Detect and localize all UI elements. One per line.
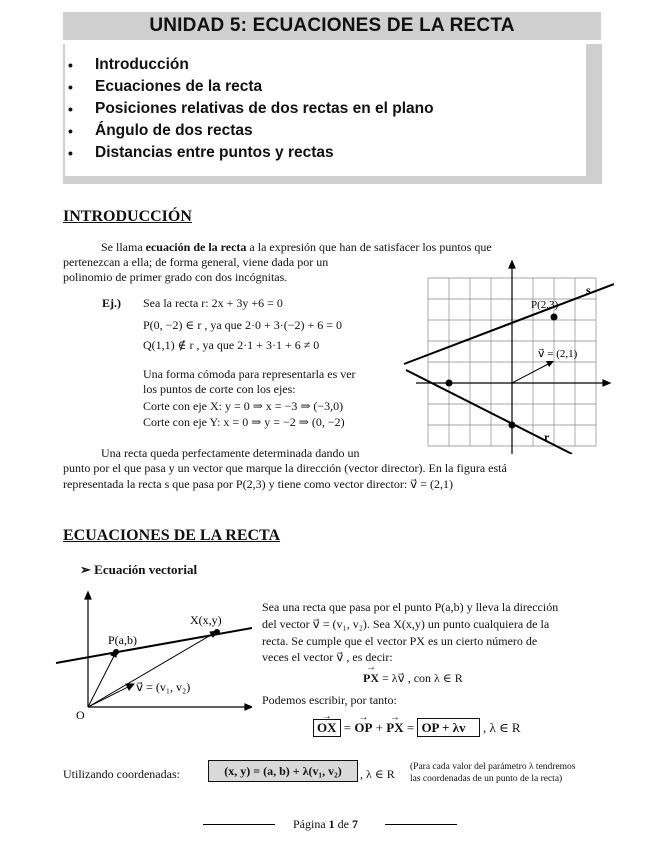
equation-ox bbox=[313, 719, 521, 737]
example-line: P(0, −2) ∈ r , ya que 2·0 + 3·(−2) + 6 = 0 bbox=[143, 318, 343, 332]
subsection-vectorial bbox=[80, 562, 197, 578]
label-o: O bbox=[76, 708, 85, 720]
note-line: (Para cada valor del parámetro λ tendremos bbox=[410, 762, 576, 772]
vector-px: → PX bbox=[363, 671, 379, 685]
lines-figure bbox=[396, 258, 614, 454]
index-item: • Distancias entre puntos y rectas bbox=[65, 142, 586, 164]
example-line: Corte con eje X: y = 0 ⇒ x = −3 ⇒ (−3,0) bbox=[143, 399, 344, 413]
index-item: • Ángulo de dos rectas bbox=[65, 120, 586, 142]
intro-line: punto por el que pasa y un vector que marque la dirección (vector director). En la figura está bbox=[63, 461, 507, 475]
section-heading-introduccion: INTRODUCCIÓN bbox=[63, 208, 192, 225]
label-v: v⃗ = (2,1) bbox=[538, 348, 578, 360]
arrow-bullet-icon: ➢ bbox=[80, 562, 95, 577]
point-x-intercept bbox=[446, 380, 453, 387]
example-label: Ej.) bbox=[102, 296, 121, 310]
label-r: r bbox=[544, 430, 550, 444]
equation-px bbox=[363, 671, 463, 685]
example-line: los puntos de corte con los ejes: bbox=[143, 382, 296, 396]
coordinates-equation: (x, y) = (a, b) + λ(v₁, v₂) bbox=[208, 760, 358, 782]
page-label: Página bbox=[293, 817, 329, 831]
footer-rule-left bbox=[203, 824, 275, 825]
eq-plus: + bbox=[372, 720, 387, 735]
parameter-note bbox=[410, 761, 576, 785]
intro-line: pertenezcan a ella; de forma general, viene dada por un bbox=[63, 255, 329, 269]
total-pages: 7 bbox=[352, 817, 358, 831]
point-p bbox=[113, 649, 119, 655]
eq-sign: = bbox=[403, 720, 418, 735]
intro-paragraph bbox=[63, 240, 602, 254]
label-v: v⃗ = (v₁, v₂) bbox=[136, 680, 191, 694]
label-p: P(a,b) bbox=[108, 633, 137, 647]
page-number bbox=[293, 817, 358, 832]
index-item: • Introducción bbox=[65, 54, 586, 76]
index-list bbox=[65, 44, 586, 164]
index-item: • Posiciones relativas de dos rectas en el plano bbox=[65, 98, 586, 120]
vectorial-line: veces el vector v⃗ , es decir: bbox=[262, 650, 393, 664]
section-heading-ecuaciones: ECUACIONES DE LA RECTA bbox=[63, 527, 281, 544]
intro-text: a la expresión que han de satisfacer los puntos que bbox=[246, 240, 492, 254]
vector-figure bbox=[52, 590, 252, 720]
unit-title: UNIDAD 5: ECUACIONES DE LA RECTA bbox=[63, 12, 601, 40]
intro-line: representada la recta s que pasa por P(2,3) y tiene como vector director: v⃗ = (2,1) bbox=[63, 477, 454, 491]
example-line: Sea la recta r: 2x + 3y +6 = 0 bbox=[143, 296, 283, 310]
vectorial-line: Podemos escribir, por tanto: bbox=[262, 693, 397, 707]
vectorial-line: del vector v⃗ = (v₁, v₂). Sea X(x,y) un punto cualquiera de la bbox=[262, 617, 550, 631]
vector-op-lambda: OP + λv⃗ bbox=[417, 718, 479, 737]
label-s: s bbox=[586, 283, 591, 297]
coordinates-label: Utilizando coordenadas: bbox=[63, 767, 180, 781]
intro-bold-term: ecuación de la recta bbox=[145, 240, 247, 254]
note-line: las coordenadas de un punto de la recta) bbox=[410, 774, 563, 784]
example-line: Q(1,1) ∉ r , ya que 2·1 + 3·1 + 6 ≠ 0 bbox=[143, 338, 320, 352]
subsection-title: Ecuación vectorial bbox=[94, 562, 198, 577]
index-item: • Ecuaciones de la recta bbox=[65, 76, 586, 98]
point-y-intercept bbox=[509, 422, 516, 429]
footer-rule-right bbox=[385, 824, 457, 825]
equation-rhs: = λv⃗ , con λ ∈ R bbox=[379, 671, 463, 685]
vector-ox: → OX bbox=[313, 719, 341, 737]
line bbox=[56, 628, 252, 663]
label-x: X(x,y) bbox=[190, 613, 222, 627]
eq-sign: = bbox=[340, 720, 355, 735]
current-page: 1 bbox=[328, 817, 335, 831]
coordinates-lambda: , λ ∈ R bbox=[360, 767, 395, 781]
page-of: de bbox=[334, 817, 352, 831]
vectorial-line: recta. Se cumple que el vector PX es un cierto número de bbox=[262, 634, 538, 648]
vectorial-line: Sea una recta que pasa por el punto P(a,b) y lleva la dirección bbox=[262, 600, 559, 614]
label-p: P(2,3) bbox=[531, 299, 559, 311]
intro-text: Se llama bbox=[101, 240, 146, 254]
intro-line: Una recta queda perfectamente determinada dando un bbox=[101, 446, 360, 460]
vector-px: → PX bbox=[386, 721, 403, 735]
line-s bbox=[404, 284, 614, 364]
intro-line: polinomio de primer grado con dos incógnitas. bbox=[63, 270, 288, 284]
vector-op: → OP bbox=[354, 721, 372, 735]
example-line: Una forma cómoda para representarla es ver bbox=[143, 367, 356, 381]
point-x bbox=[214, 629, 220, 635]
example-line: Corte con eje Y: x = 0 ⇒ y = −2 ⇒ (0, −2) bbox=[143, 415, 345, 429]
point-p bbox=[551, 314, 558, 321]
index-box bbox=[63, 44, 602, 184]
lambda-domain: , λ ∈ R bbox=[479, 720, 521, 735]
